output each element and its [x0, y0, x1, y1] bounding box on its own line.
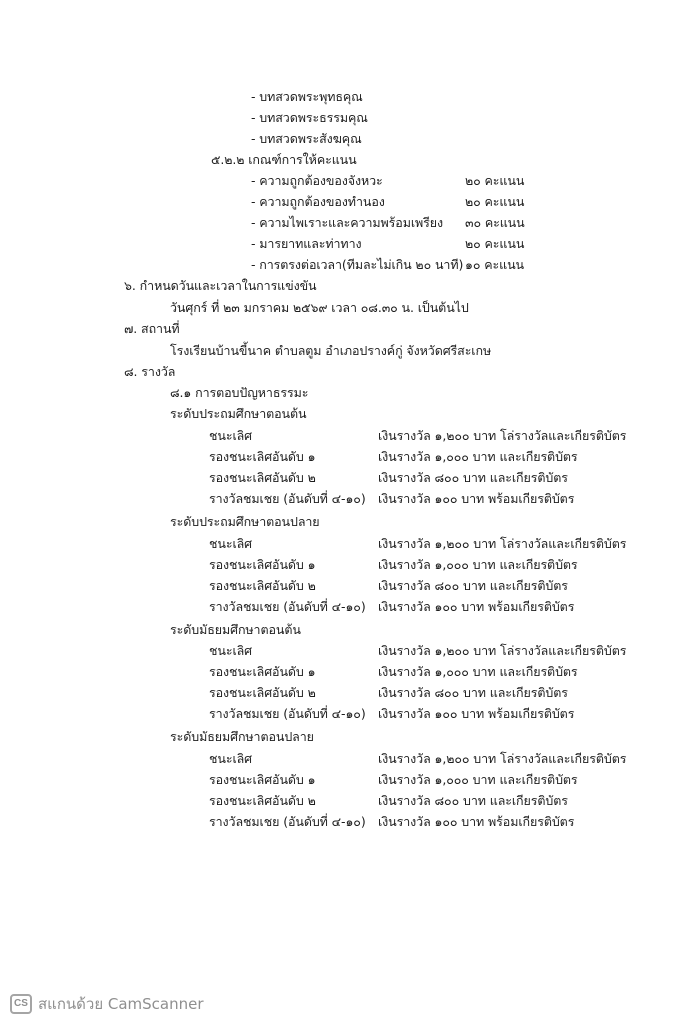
- prize-detail: เงินรางวัล ๑,๐๐๐ บาท และเกียรติบัตร: [378, 449, 578, 464]
- prize-detail: เงินรางวัล ๘๐๐ บาท และเกียรติบัตร: [378, 793, 568, 808]
- prize-rank: รองชนะเลิศอันดับ ๑: [209, 557, 316, 572]
- prize-detail: เงินรางวัล ๑๐๐ บาท พร้อมเกียรติบัตร: [378, 599, 575, 614]
- chant-item: - บทสวดพระธรรมคุณ: [251, 110, 368, 125]
- prize-detail: เงินรางวัล ๑,๐๐๐ บาท และเกียรติบัตร: [378, 557, 578, 572]
- prize-rank: ชนะเลิศ: [209, 536, 253, 551]
- section-6-heading: ๖. กำหนดวันและเวลาในการแข่งขัน: [124, 278, 317, 293]
- chant-item: - บทสวดพระพุทธคุณ: [251, 89, 363, 104]
- prize-rank: รองชนะเลิศอันดับ ๒: [209, 793, 316, 808]
- prize-detail: เงินรางวัล ๑,๒๐๐ บาท โล่รางวัลและเกียรติบัตร: [378, 536, 627, 551]
- prize-detail: เงินรางวัล ๑,๒๐๐ บาท โล่รางวัลและเกียรติบัตร: [378, 428, 627, 443]
- chant-item: - บทสวดพระสังฆคุณ: [251, 131, 362, 146]
- prize-rank: รองชนะเลิศอันดับ ๑: [209, 449, 316, 464]
- prize-detail: เงินรางวัล ๘๐๐ บาท และเกียรติบัตร: [378, 685, 568, 700]
- criteria-label: - ความถูกต้องของทำนอง: [251, 194, 385, 209]
- level-heading: ระดับมัธยมศึกษาตอนปลาย: [170, 729, 314, 744]
- criteria-heading: ๕.๒.๒ เกณฑ์การให้คะแนน: [211, 152, 357, 167]
- prize-rank: รางวัลชมเชย (อันดับที่ ๔-๑๐): [209, 706, 366, 721]
- prize-rank: รองชนะเลิศอันดับ ๒: [209, 685, 316, 700]
- prize-rank: รางวัลชมเชย (อันดับที่ ๔-๑๐): [209, 814, 366, 829]
- prize-rank: ชนะเลิศ: [209, 751, 253, 766]
- section-8-heading: ๘. รางวัล: [124, 364, 176, 379]
- prize-detail: เงินรางวัล ๘๐๐ บาท และเกียรติบัตร: [378, 470, 568, 485]
- camscanner-watermark: [10, 993, 204, 1015]
- prize-detail: เงินรางวัล ๑,๐๐๐ บาท และเกียรติบัตร: [378, 664, 578, 679]
- section-8-sub: ๘.๑ การตอบปัญหาธรรมะ: [170, 385, 309, 400]
- level-heading: ระดับประถมศึกษาตอนปลาย: [170, 514, 320, 529]
- prize-detail: เงินรางวัล ๑,๒๐๐ บาท โล่รางวัลและเกียรติบัตร: [378, 643, 627, 658]
- section-6-text: วันศุกร์ ที่ ๒๓ มกราคม ๒๕๖๙ เวลา ๐๘.๓๐ น. เป็นต้นไป: [170, 300, 469, 315]
- prize-detail: เงินรางวัล ๑๐๐ บาท พร้อมเกียรติบัตร: [378, 706, 575, 721]
- level-heading: ระดับประถมศึกษาตอนต้น: [170, 406, 307, 421]
- prize-detail: เงินรางวัล ๑๐๐ บาท พร้อมเกียรติบัตร: [378, 491, 575, 506]
- prize-detail: เงินรางวัล ๘๐๐ บาท และเกียรติบัตร: [378, 578, 568, 593]
- watermark-text: สแกนด้วย CamScanner: [38, 995, 204, 1013]
- prize-rank: รองชนะเลิศอันดับ ๒: [209, 470, 316, 485]
- prize-detail: เงินรางวัล ๑,๐๐๐ บาท และเกียรติบัตร: [378, 772, 578, 787]
- criteria-score: ๒๐ คะแนน: [465, 173, 525, 188]
- prize-rank: รองชนะเลิศอันดับ ๒: [209, 578, 316, 593]
- criteria-score: ๒๐ คะแนน: [465, 236, 525, 251]
- prize-rank: รองชนะเลิศอันดับ ๑: [209, 772, 316, 787]
- criteria-score: ๓๐ คะแนน: [465, 215, 525, 230]
- section-7-text: โรงเรียนบ้านขี้นาค ตำบลตูม อำเภอปรางค์กู่ จังหวัดศรีสะเกษ: [170, 343, 492, 358]
- prize-rank: รองชนะเลิศอันดับ ๑: [209, 664, 316, 679]
- camscanner-logo-icon: CS: [10, 994, 32, 1014]
- criteria-label: - มารยาทและท่าทาง: [251, 236, 362, 251]
- prize-rank: ชนะเลิศ: [209, 428, 253, 443]
- prize-detail: เงินรางวัล ๑,๒๐๐ บาท โล่รางวัลและเกียรติบัตร: [378, 751, 627, 766]
- prize-rank: รางวัลชมเชย (อันดับที่ ๔-๑๐): [209, 599, 366, 614]
- section-7-heading: ๗. สถานที่: [124, 321, 180, 336]
- criteria-label: - ความไพเราะและความพร้อมเพรียง: [251, 215, 443, 230]
- criteria-score: ๒๐ คะแนน: [465, 194, 525, 209]
- criteria-label: - ความถูกต้องของจังหวะ: [251, 173, 383, 188]
- criteria-score: ๑๐ คะแนน: [465, 257, 524, 272]
- prize-rank: ชนะเลิศ: [209, 643, 253, 658]
- prize-rank: รางวัลชมเชย (อันดับที่ ๔-๑๐): [209, 491, 366, 506]
- prize-detail: เงินรางวัล ๑๐๐ บาท พร้อมเกียรติบัตร: [378, 814, 575, 829]
- level-heading: ระดับมัธยมศึกษาตอนต้น: [170, 622, 301, 637]
- criteria-label: - การตรงต่อเวลา(ทีมละไม่เกิน ๒๐ นาที): [251, 257, 464, 272]
